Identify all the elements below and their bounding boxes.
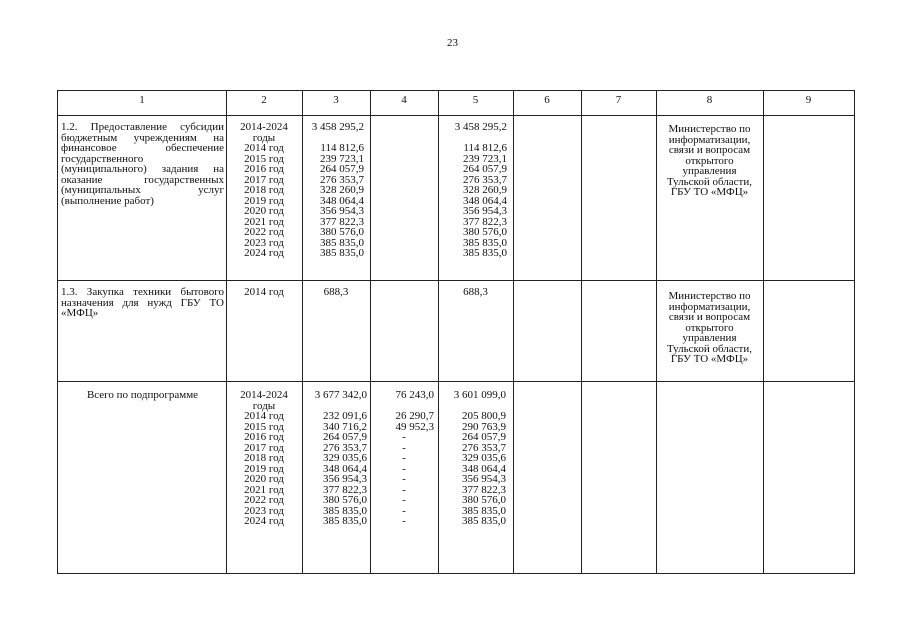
value-cell: 239 723,1 — [320, 152, 364, 165]
value-cell: 276 353,7 — [462, 441, 506, 454]
col-divider — [581, 91, 582, 573]
executor-line: открытого — [685, 154, 734, 167]
value-cell: 205 800,9 — [462, 410, 506, 422]
year-label: 2019 год — [244, 462, 284, 475]
executor-line: ГБУ ТО «МФЦ» — [670, 353, 749, 365]
value-column-3 — [302, 390, 367, 527]
value-cell: 232 091,6 — [323, 410, 367, 422]
row-description: Всего по подпрограмме — [86, 389, 199, 401]
dash-column-4 — [370, 390, 438, 527]
executor-line: Министерство по — [668, 123, 751, 135]
value-cell: - — [402, 494, 406, 506]
column-header: 1 — [139, 94, 145, 106]
year-label: 2014 год — [244, 142, 284, 154]
col-divider — [763, 91, 764, 573]
value-cell: 348 064,4 — [463, 194, 507, 207]
budget-table — [57, 90, 855, 574]
executor-line: ГБУ ТО «МФЦ» — [670, 186, 749, 198]
executor-line: связи и вопросам — [668, 311, 751, 323]
value-cell: 76 243,0 — [395, 389, 434, 401]
executor-line: Тульской области, — [666, 175, 753, 188]
year-label: 2015 год — [244, 152, 284, 165]
value-cell: 290 763,9 — [462, 420, 506, 433]
year-label: 2017 год — [244, 441, 284, 454]
year-label: 2022 год — [244, 226, 284, 238]
value-cell: - — [402, 473, 406, 485]
value-cell: 688,3 — [463, 286, 488, 298]
year-label: 2023 год — [244, 504, 284, 517]
column-header: 2 — [261, 94, 267, 106]
value-cell: 356 954,3 — [323, 473, 367, 485]
value-cell: - — [402, 515, 406, 527]
year-label: 2016 год — [244, 163, 284, 175]
value-cell: 328 260,9 — [320, 184, 364, 196]
value-cell: 3 601 099,0 — [453, 389, 506, 401]
value-cell: 264 057,9 — [463, 163, 507, 175]
row-divider — [58, 115, 854, 116]
executor-line: открытого — [685, 321, 734, 334]
column-header: 5 — [472, 94, 479, 106]
year-label: 2020 год — [244, 473, 284, 485]
value-cell: 380 576,0 — [323, 494, 367, 506]
year-label: 2023 год — [244, 236, 284, 249]
value-cell: 348 064,4 — [320, 194, 364, 207]
executor-line: управления — [682, 332, 737, 344]
value-cell: 380 576,0 — [463, 226, 507, 238]
value-cell: 348 064,4 — [462, 462, 506, 475]
year-label: 2018 год — [244, 452, 284, 464]
executor-cell — [656, 291, 763, 365]
executor-line: информатизации, — [668, 300, 751, 313]
column-header: 4 — [401, 94, 407, 106]
value-cell: 276 353,7 — [320, 173, 364, 186]
value-cell: 328 260,9 — [463, 184, 507, 196]
value-cell: 385 835,0 — [320, 247, 364, 259]
column-header: 8 — [706, 94, 713, 106]
value-cell: 264 057,9 — [323, 431, 367, 443]
value-cell: 385 835,0 — [463, 247, 507, 259]
value-cell: 3 677 342,0 — [314, 389, 367, 401]
value-cell: 377 822,3 — [323, 483, 367, 496]
column-header: 3 — [333, 94, 339, 106]
value-cell: 329 035,6 — [462, 452, 506, 464]
value-cell: - — [402, 441, 406, 454]
value-cell: 276 353,7 — [323, 441, 367, 454]
value-cell: - — [402, 504, 406, 517]
year-label: 2014 год — [244, 410, 284, 422]
value-cell: 385 835,0 — [320, 236, 364, 249]
year-label: 2021 год — [244, 215, 284, 228]
column-header: 9 — [805, 94, 812, 106]
value-cell: 380 576,0 — [320, 226, 364, 238]
row-divider — [58, 381, 854, 382]
value-cell: 377 822,3 — [463, 215, 507, 228]
value-cell: 340 716,2 — [323, 420, 367, 433]
column-header: 6 — [544, 94, 550, 106]
year-label: 2024 год — [244, 247, 284, 259]
executor-line: Тульской области, — [666, 342, 753, 355]
value-cell: 239 723,1 — [463, 152, 507, 165]
value-cell: - — [402, 452, 406, 464]
col-divider — [513, 91, 514, 573]
year-label: 2017 год — [244, 173, 284, 186]
value-cell: 114 812,6 — [463, 142, 507, 154]
period-label: 2014 год — [244, 286, 284, 298]
value-cell: 329 035,6 — [323, 452, 367, 464]
value-cell: 380 576,0 — [462, 494, 506, 506]
value-cell: 26 290,7 — [395, 410, 434, 422]
executor-cell — [656, 124, 763, 198]
value-cell: 264 057,9 — [320, 163, 364, 175]
value-cell: 356 954,3 — [320, 205, 364, 217]
row-description: 1.2. Предоставление субсидии бюджетным учреждениям на финансовое обеспечение государственного (муниципального) задания на оказание государственных (муниципальных услуг (выполнение работ) — [61, 121, 224, 207]
year-label: 2016 год — [244, 431, 284, 443]
value-cell: 385 835,0 — [462, 504, 506, 517]
value-cell: 264 057,9 — [462, 431, 506, 443]
executor-line: информатизации, — [668, 133, 751, 146]
value-cell: 356 954,3 — [463, 205, 507, 217]
period-label: годы — [252, 131, 276, 144]
value-cell: 49 952,3 — [395, 420, 434, 433]
period-column — [226, 390, 302, 527]
value-cell: - — [402, 462, 406, 475]
year-label: 2018 год — [244, 184, 284, 196]
value-cell: - — [402, 483, 406, 496]
row-divider — [58, 280, 854, 281]
value-cell: 688,3 — [323, 286, 349, 298]
year-label: 2015 год — [244, 420, 284, 433]
value-column-3 — [302, 122, 364, 259]
period-label: 2014-2024 — [240, 389, 288, 401]
value-cell: 3 458 295,2 — [454, 121, 507, 133]
column-header: 7 — [615, 94, 622, 106]
year-label: 2022 год — [244, 494, 284, 506]
value-cell: 276 353,7 — [463, 173, 507, 186]
value-column-5 — [438, 390, 506, 527]
year-label: 2024 год — [244, 515, 284, 527]
value-cell: 385 835,0 — [323, 504, 367, 517]
period-label: 2014-2024 — [240, 121, 288, 133]
row-description: 1.3. Закупка техники бытового назначения для нужд ГБУ ТО «МФЦ» — [61, 286, 224, 319]
value-cell: 356 954,3 — [462, 473, 506, 485]
value-cell: 348 064,4 — [323, 462, 367, 475]
value-cell: - — [402, 431, 406, 443]
value-cell: 377 822,3 — [462, 483, 506, 496]
year-label: 2019 год — [244, 194, 284, 207]
year-label: 2020 год — [244, 205, 284, 217]
executor-line: связи и вопросам — [668, 144, 751, 156]
value-cell: 385 835,0 — [323, 515, 367, 527]
page-number: 23 — [447, 37, 458, 49]
executor-line: управления — [682, 165, 737, 177]
value-cell: 3 458 295,2 — [311, 121, 364, 133]
value-cell: 377 822,3 — [320, 215, 364, 228]
executor-line: Министерство по — [668, 290, 751, 302]
period-column — [226, 122, 302, 259]
year-label: 2021 год — [244, 483, 284, 496]
value-column-5 — [438, 122, 507, 259]
value-cell: 114 812,6 — [320, 142, 364, 154]
value-cell: 385 835,0 — [462, 515, 506, 527]
period-label: годы — [252, 399, 276, 412]
value-cell: 385 835,0 — [463, 236, 507, 249]
